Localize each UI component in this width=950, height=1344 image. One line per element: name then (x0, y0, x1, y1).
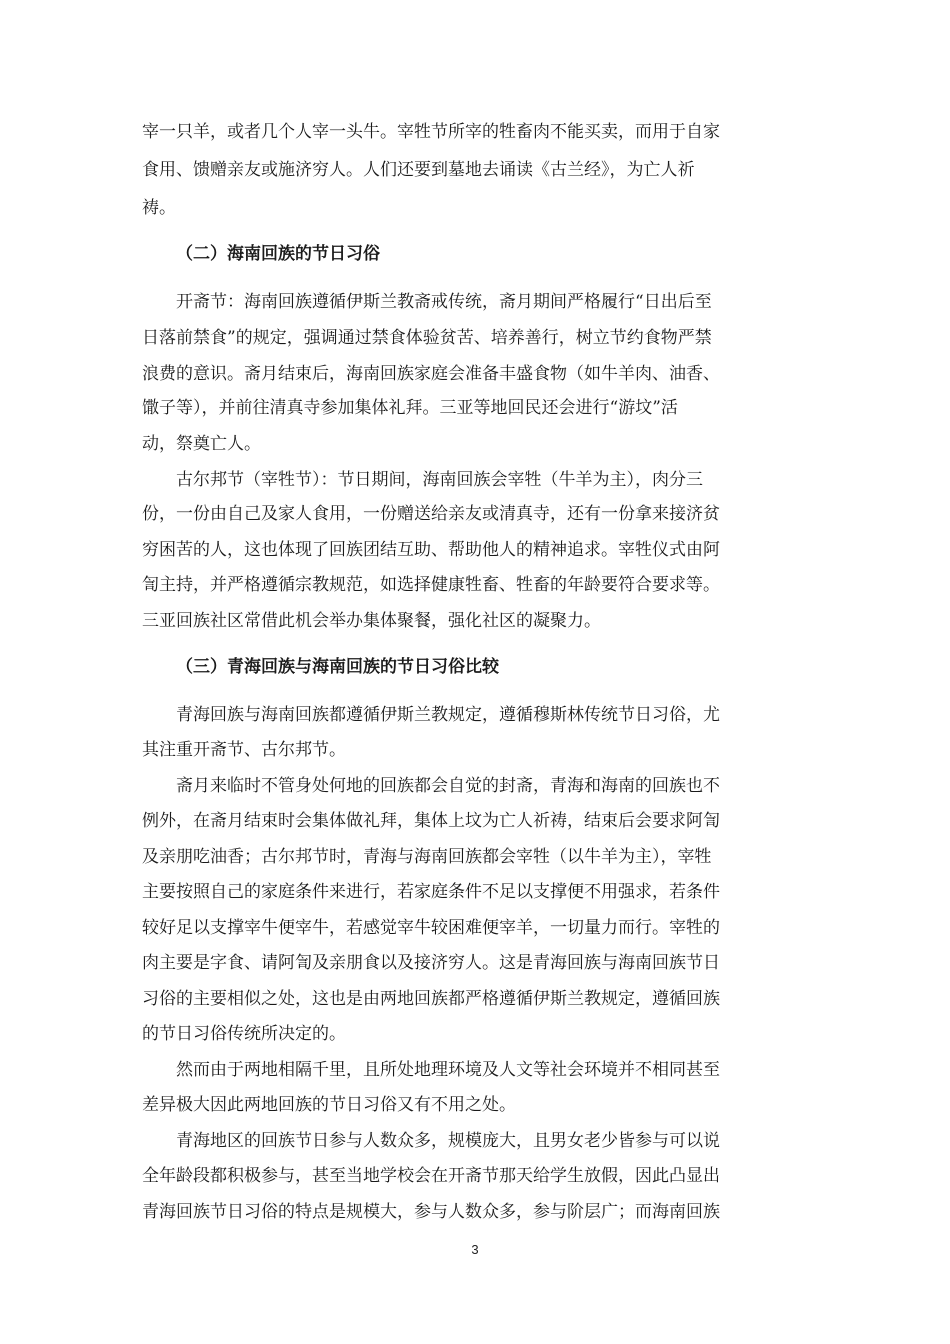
s3-p1-line-2: 其注重开斋节、古尔邦节。 (142, 740, 346, 760)
s2-p2-line-1: 古尔邦节（宰牲节）：节日期间，海南回族会宰牲（牛羊为主），肉分三 (176, 470, 703, 490)
page-number: 3 (471, 1242, 479, 1257)
s3-p4-line-1: 青海地区的回族节日参与人数众多，规模庞大，且男女老少皆参与可以说 (176, 1131, 720, 1151)
s3-p2-line-8: 的节日习俗传统所决定的。 (142, 1024, 346, 1044)
s3-p2-line-5: 较好足以支撑宰牛便宰牛，若感觉宰牛较困难便宰羊，一切量力而行。宰牲的 (142, 918, 720, 938)
s3-p2-line-7: 习俗的主要相似之处，这也是由两地回族都严格遵循伊斯兰教规定，遵循回族 (142, 989, 720, 1009)
section-3-heading: （三）青海回族与海南回族的节日习俗比较 (176, 657, 499, 677)
s3-p2-line-4: 主要按照自己的家庭条件来进行，若家庭条件不足以支撑便不用强求，若条件 (142, 882, 720, 902)
s3-p2-line-1: 斋月来临时不管身处何地的回族都会自觉的封斋，青海和海南的回族也不 (176, 776, 720, 796)
s2-p2-line-2: 份，一份由自己及家人食用，一份赠送给亲友或清真寺，还有一份拿来接济贫 (142, 504, 720, 524)
s2-p2-line-5: 三亚回族社区常借此机会举办集体聚餐，强化社区的凝聚力。 (142, 611, 601, 631)
s3-p2-line-2: 例外，在斋月结束时会集体做礼拜，集体上坟为亡人祈祷，结束后会要求阿訇 (142, 811, 720, 831)
s2-p1-line-5: 动，祭奠亡人。 (142, 434, 261, 454)
s2-p2-line-4: 訇主持，并严格遵循宗教规范，如选择健康牲畜、牲畜的年龄要符合要求等。 (142, 575, 720, 595)
intro-line-2: 食用、馈赠亲友或施济穷人。人们还要到墓地去诵读《古兰经》，为亡人祈 (142, 160, 695, 180)
s2-p1-line-1: 开斋节：海南回族遵循伊斯兰教斋戒传统，斋月期间严格履行“日出后至 (176, 292, 712, 312)
intro-line-1: 宰一只羊，或者几个人宰一头牛。宰牲节所宰的牲畜肉不能买卖，而用于自家 (142, 122, 720, 142)
s3-p1-line-1: 青海回族与海南回族都遵循伊斯兰教规定，遵循穆斯林传统节日习俗，尤 (176, 705, 720, 725)
s3-p4-line-2: 全年龄段都积极参与，甚至当地学校会在开斋节那天给学生放假，因此凸显出 (142, 1166, 720, 1186)
section-2-heading: （二）海南回族的节日习俗 (176, 244, 380, 264)
s2-p1-line-2: 日落前禁食”的规定，强调通过禁食体验贫苦、培养善行，树立节约食物严禁 (142, 328, 712, 348)
s2-p1-line-3: 浪费的意识。斋月结束后，海南回族家庭会准备丰盛食物（如牛羊肉、油香、 (142, 364, 720, 384)
s2-p1-line-4: 馓子等），并前往清真寺参加集体礼拜。三亚等地回民还会进行“游坟”活 (142, 398, 678, 418)
s3-p3-line-2: 差异极大因此两地回族的节日习俗又有不用之处。 (142, 1095, 516, 1115)
s3-p2-line-6: 肉主要是字食、请阿訇及亲朋食以及接济穷人。这是青海回族与海南回族节日 (142, 953, 720, 973)
s3-p3-line-1: 然而由于两地相隔千里，且所处地理环境及人文等社会环境并不相同甚至 (176, 1060, 720, 1080)
s3-p2-line-3: 及亲朋吃油香；古尔邦节时，青海与海南回族都会宰牲（以牛羊为主），宰牲 (142, 847, 712, 867)
s2-p2-line-3: 穷困苦的人，这也体现了回族团结互助、帮助他人的精神追求。宰牲仪式由阿 (142, 540, 720, 560)
s3-p4-line-3: 青海回族节日习俗的特点是规模大，参与人数众多，参与阶层广；而海南回族 (142, 1202, 720, 1222)
intro-line-3: 祷。 (142, 198, 176, 218)
